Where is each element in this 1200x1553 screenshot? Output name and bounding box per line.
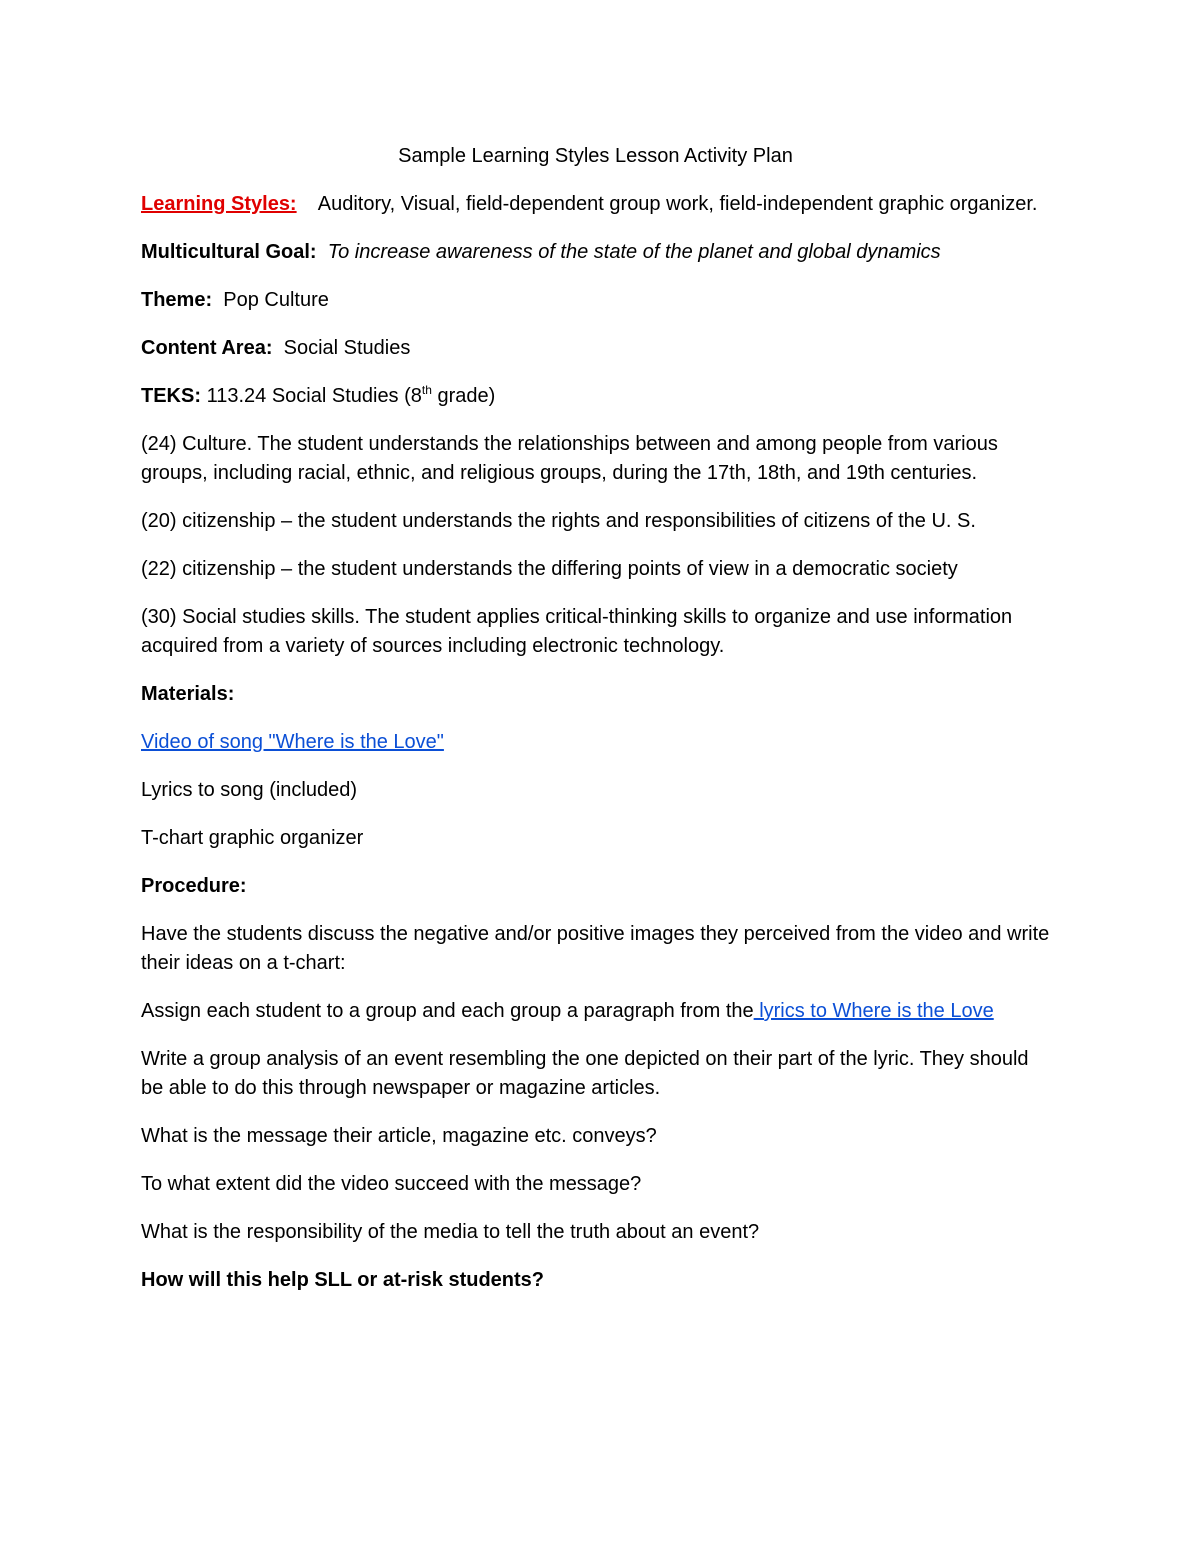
content-area-value: Social Studies (283, 337, 411, 359)
document-title: Sample Learning Styles Lesson Activity Plan (398, 145, 793, 167)
procedure-step-assign (141, 997, 1050, 1026)
teks-value-end: grade) (431, 385, 496, 407)
final-question (141, 1266, 1050, 1295)
standard-22: (22) citizenship – the student understands the differing points of view in a democratic society (141, 558, 958, 580)
procedure-step-analysis: Write a group analysis of an event resembling the one depicted on their part of the lyric. They should be able to do this through newspaper or magazine articles. (141, 1048, 1029, 1099)
procedure-step-assign-text: Assign each student to a group and each group a paragraph from the (141, 1000, 754, 1022)
theme-value: Pop Culture (223, 289, 329, 311)
procedure-heading (141, 872, 1050, 901)
teks-value-start: 113.24 Social Studies (8 (206, 385, 422, 407)
video-link[interactable]: Video of song "Where is the Love" (141, 731, 444, 753)
theme-label: Theme (141, 289, 206, 311)
teks-label: TEKS (141, 385, 195, 407)
theme-line (141, 286, 1050, 315)
materials-video-line (141, 728, 1050, 757)
theme-colon: : (205, 289, 213, 311)
procedure-question-responsibility: What is the responsibility of the media to tell the truth about an event? (141, 1221, 760, 1243)
multicultural-goal-line (141, 238, 1050, 267)
materials-item-tchart: T-chart graphic organizer (141, 827, 364, 849)
standard-30: (30) Social studies skills. The student applies critical-thinking skills to organize and use information acquired from a variety of sources including electronic technology. (141, 606, 1013, 657)
content-area-colon: : (265, 337, 273, 359)
materials-item-lyrics: Lyrics to song (included) (141, 779, 358, 801)
teks-colon: : (194, 385, 202, 407)
multicultural-goal-colon: : (309, 241, 317, 263)
teks-line (141, 382, 1050, 411)
procedure-step-discuss: Have the students discuss the negative and/or positive images they perceived from the video and write their ideas on a t-chart: (141, 923, 1050, 974)
materials-heading (141, 680, 1050, 709)
multicultural-goal-label: Multicultural Goal (141, 241, 310, 263)
standard-24: (24) Culture. The student understands the relationships between and among people from various groups, including racial, ethnic, and religious groups, during the 17th, 18th, and 19th centuries. (141, 433, 998, 484)
standard-20: (20) citizenship – the student understands the rights and responsibilities of citizens of the U. S. (141, 510, 976, 532)
learning-styles-value: Auditory, Visual, field-dependent group work, field-independent graphic organizer. (317, 193, 1038, 215)
procedure-heading-text: Procedure: (141, 875, 247, 897)
final-question-text: How will this help SLL or at-risk students? (141, 1269, 545, 1291)
materials-heading-text: Materials: (141, 683, 235, 705)
multicultural-goal-value: To increase awareness of the state of the planet and global dynamics (327, 241, 941, 263)
teks-superscript: th (421, 383, 432, 397)
procedure-question-message: What is the message their article, magazine etc. conveys? (141, 1125, 657, 1147)
content-area-label: Content Area (141, 337, 266, 359)
lyrics-link[interactable]: lyrics to Where is the Love (753, 1000, 994, 1022)
procedure-question-extent: To what extent did the video succeed with the message? (141, 1173, 642, 1195)
content-area-line (141, 334, 1050, 363)
learning-styles-line (141, 190, 1050, 219)
learning-styles-label: Learning Styles: (141, 193, 297, 215)
